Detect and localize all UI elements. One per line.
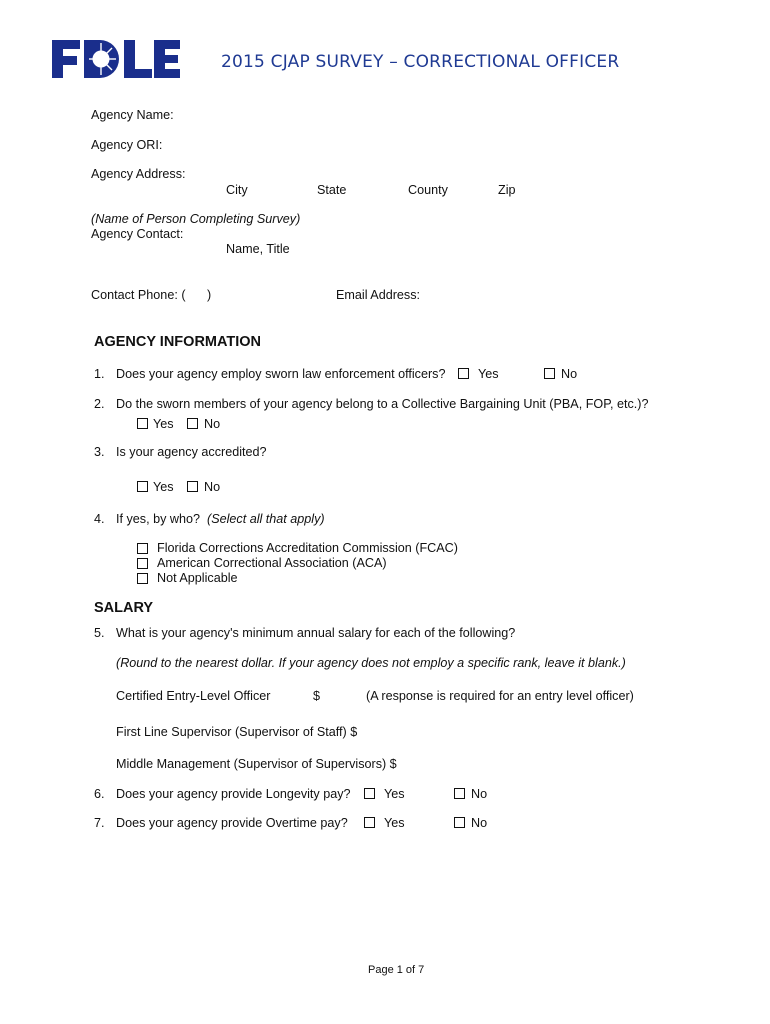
q6-text: Does your agency provide Longevity pay? xyxy=(116,787,351,801)
q1-no-checkbox[interactable] xyxy=(544,368,555,379)
q7-number: 7. xyxy=(94,816,105,830)
q4-fcac-label: Florida Corrections Accreditation Commission (FCAC) xyxy=(157,541,458,555)
q3-no-checkbox[interactable] xyxy=(187,481,198,492)
q7-no-checkbox[interactable] xyxy=(454,817,465,828)
q1-text: Does your agency employ sworn law enforcement officers? xyxy=(116,367,446,381)
q1-no-label: No xyxy=(561,367,578,381)
q7-text: Does your agency provide Overtime pay? xyxy=(116,816,348,830)
entry-level-note: (A response is required for an entry level officer) xyxy=(366,689,634,703)
q5-text: What is your agency's minimum annual salary for each of the following? xyxy=(116,626,516,640)
middle-management-label: Middle Management (Supervisor of Supervisors) $ xyxy=(116,757,397,771)
agency-information-heading: AGENCY INFORMATION xyxy=(94,334,262,350)
first-line-supervisor-label: First Line Supervisor (Supervisor of Staff) $ xyxy=(116,725,358,739)
agency-contact-label: Agency Contact: xyxy=(91,227,184,241)
q7-yes-label: Yes xyxy=(384,816,405,830)
page-title: 2015 CJAP SURVEY – CORRECTIONAL OFFICER xyxy=(221,52,620,72)
q1-number: 1. xyxy=(94,367,105,381)
q5-number: 5. xyxy=(94,626,105,640)
q4-not-applicable-label: Not Applicable xyxy=(157,571,238,585)
q4-aca-label: American Correctional Association (ACA) xyxy=(157,556,387,570)
address-zip-label: Zip xyxy=(498,183,516,197)
q3-yes-label: Yes xyxy=(153,480,174,494)
q4-text: If yes, by who? xyxy=(116,512,200,526)
q7-no-label: No xyxy=(471,816,488,830)
q7-yes-checkbox[interactable] xyxy=(364,817,375,828)
contact-phone-label: Contact Phone: ( xyxy=(91,288,186,302)
q4-not-applicable-checkbox[interactable] xyxy=(137,573,148,584)
email-address-label: Email Address: xyxy=(336,288,420,302)
agency-name-label: Agency Name: xyxy=(91,108,174,122)
contact-name-title-label: Name, Title xyxy=(226,242,290,256)
address-city-label: City xyxy=(226,183,248,197)
page-number: Page 1 of 7 xyxy=(368,964,425,976)
q6-no-checkbox[interactable] xyxy=(454,788,465,799)
fdle-logo xyxy=(50,36,182,85)
q3-no-label: No xyxy=(204,480,221,494)
q4-fcac-checkbox[interactable] xyxy=(137,543,148,554)
entry-level-label: Certified Entry-Level Officer xyxy=(116,689,271,703)
q6-number: 6. xyxy=(94,787,105,801)
q2-no-checkbox[interactable] xyxy=(187,418,198,429)
agency-address-label: Agency Address: xyxy=(91,167,186,181)
q3-yes-checkbox[interactable] xyxy=(137,481,148,492)
q2-yes-checkbox[interactable] xyxy=(137,418,148,429)
q5-note: (Round to the nearest dollar. If your agency does not employ a specific rank, leave it blank.) xyxy=(116,656,626,670)
q1-yes-label: Yes xyxy=(478,367,499,381)
agency-ori-label: Agency ORI: xyxy=(91,138,163,152)
address-county-label: County xyxy=(408,183,448,197)
q3-text: Is your agency accredited? xyxy=(116,445,267,459)
q3-number: 3. xyxy=(94,445,105,459)
person-note: (Name of Person Completing Survey) xyxy=(91,212,301,226)
q2-text: Do the sworn members of your agency belong to a Collective Bargaining Unit (PBA, FOP, etc.)? xyxy=(116,397,649,411)
salary-heading: SALARY xyxy=(94,600,154,616)
q6-yes-checkbox[interactable] xyxy=(364,788,375,799)
entry-level-dollar: $ xyxy=(313,689,321,703)
q2-number: 2. xyxy=(94,397,105,411)
q4-note: (Select all that apply) xyxy=(207,512,325,526)
q2-no-label: No xyxy=(204,417,221,431)
q6-yes-label: Yes xyxy=(384,787,405,801)
q2-yes-label: Yes xyxy=(153,417,174,431)
contact-phone-close: ) xyxy=(207,288,212,302)
q4-aca-checkbox[interactable] xyxy=(137,558,148,569)
address-state-label: State xyxy=(317,183,347,197)
q4-number: 4. xyxy=(94,512,105,526)
q1-yes-checkbox[interactable] xyxy=(458,368,469,379)
q6-no-label: No xyxy=(471,787,488,801)
